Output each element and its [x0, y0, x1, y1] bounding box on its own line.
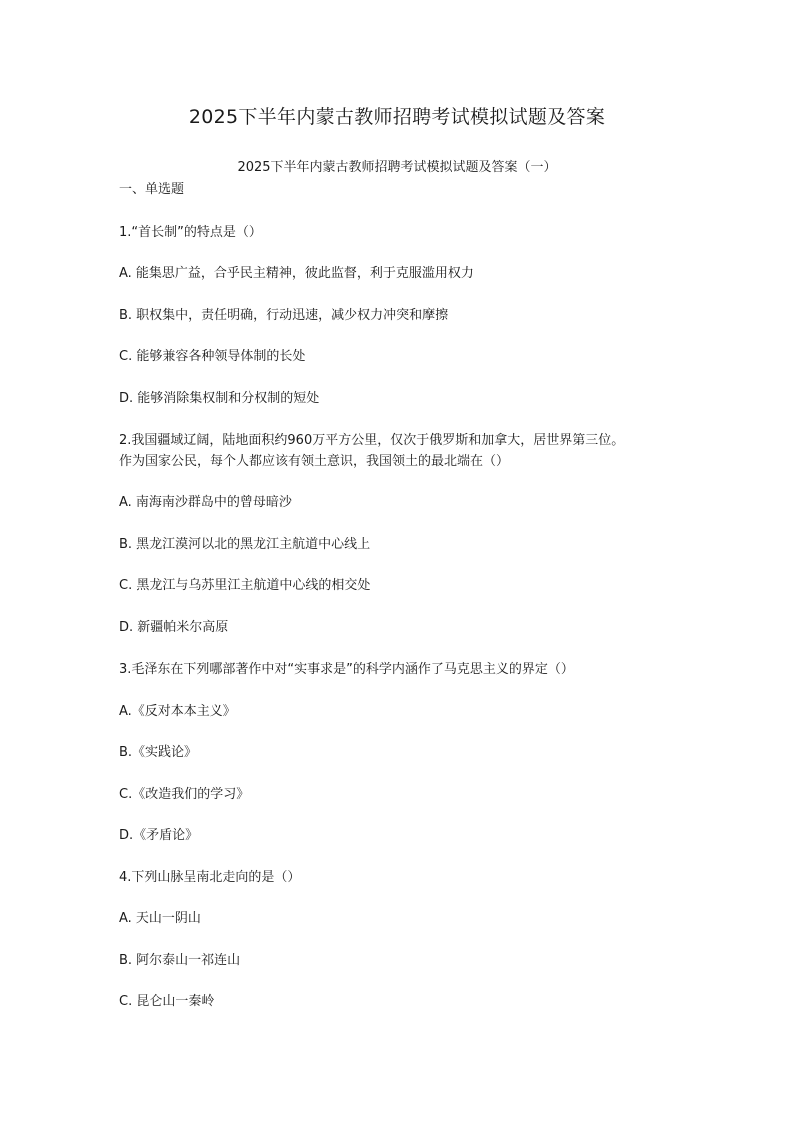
document-subtitle: 2025下半年内蒙古教师招聘考试模拟试题及答案（一） [237, 160, 557, 175]
question-stem: 1.“首长制”的特点是（） [119, 225, 262, 240]
answer-option: A. 能集思广益，合乎民主精神，彼此监督，利于克服滥用权力 [119, 266, 474, 281]
answer-option: A. 南海南沙群岛中的曾母暗沙 [119, 495, 292, 510]
answer-option: B. 职权集中，责任明确，行动迅速，减少权力冲突和摩擦 [119, 308, 449, 323]
document-title: 2025下半年内蒙古教师招聘考试模拟试题及答案 [188, 106, 606, 128]
answer-option: C. 昆仑山一秦岭 [119, 994, 215, 1009]
question-stem: 作为国家公民，每个人都应该有领土意识，我国领土的最北端在（） [119, 454, 510, 469]
answer-option: A.《反对本本主义》 [119, 704, 236, 719]
answer-option: D.《矛盾论》 [119, 828, 199, 843]
question-stem: 4.下列山脉呈南北走向的是（） [119, 870, 301, 885]
answer-option: D. 新疆帕米尔高原 [119, 620, 229, 635]
answer-option: C.《改造我们的学习》 [119, 787, 250, 802]
section-heading: 一、单选题 [119, 182, 185, 197]
answer-option: C. 能够兼容各种领导体制的长处 [119, 349, 306, 364]
answer-option: B. 黑龙江漠河以北的黑龙江主航道中心线上 [119, 537, 371, 552]
answer-option: C. 黑龙江与乌苏里江主航道中心线的相交处 [119, 578, 371, 593]
question-stem: 3.毛泽东在下列哪部著作中对“实事求是”的科学内涵作了马克思主义的界定（） [119, 662, 574, 677]
answer-option: B. 阿尔泰山一祁连山 [119, 953, 241, 968]
question-stem: 2.我国疆域辽阔，陆地面积约960万平方公里，仅次于俄罗斯和加拿大，居世界第三位。 [119, 433, 625, 448]
answer-option: B.《实践论》 [119, 745, 198, 760]
answer-option: A. 天山一阴山 [119, 911, 201, 926]
answer-option: D. 能够消除集权制和分权制的短处 [119, 391, 320, 406]
